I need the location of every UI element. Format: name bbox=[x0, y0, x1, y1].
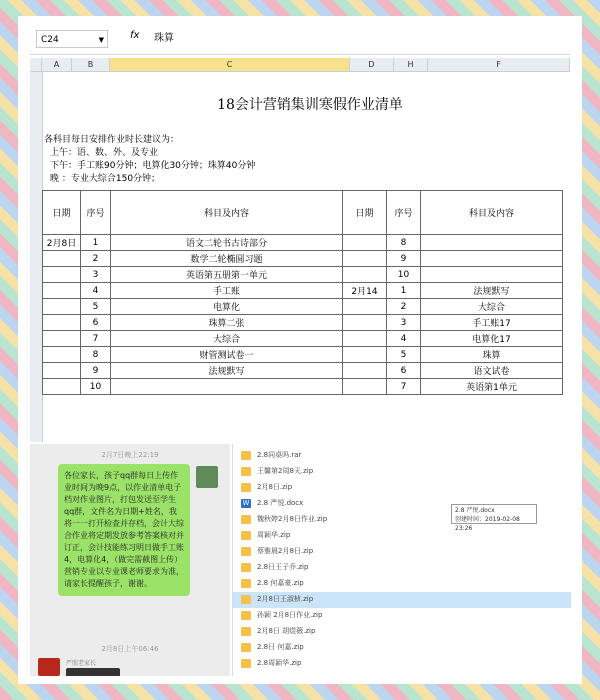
collage-panel bbox=[20, 18, 580, 682]
table-cell[interactable]: 珠算 bbox=[421, 347, 563, 363]
sender-name: 严照老家长 bbox=[66, 660, 97, 667]
table-cell[interactable] bbox=[43, 299, 81, 315]
table-cell[interactable]: 英语第1单元 bbox=[421, 379, 563, 395]
file-name: 王馨第2周8天.zip bbox=[257, 467, 314, 475]
table-cell[interactable]: 珠算二张 bbox=[111, 315, 343, 331]
file-name: 2.8日王子乔.zip bbox=[257, 563, 309, 571]
file-item[interactable] bbox=[233, 640, 571, 656]
note-line: 各科目每日安排作业时长建议为： bbox=[44, 135, 180, 145]
file-name: 2.8 严悦.docx bbox=[257, 499, 304, 507]
table-header-row bbox=[43, 191, 563, 235]
table-cell[interactable] bbox=[343, 267, 387, 283]
note-line: 上午：语、数、外、及专业 bbox=[50, 148, 159, 158]
table-cell[interactable] bbox=[43, 347, 81, 363]
table-cell[interactable] bbox=[343, 235, 387, 251]
table-cell[interactable] bbox=[343, 251, 387, 267]
spreadsheet-window bbox=[30, 24, 570, 442]
table-cell[interactable] bbox=[43, 267, 81, 283]
image-thumbnail[interactable] bbox=[66, 668, 120, 676]
archive-folder-icon bbox=[241, 579, 251, 588]
select-all-corner[interactable] bbox=[30, 58, 42, 72]
header-cell[interactable]: 科目及内容 bbox=[421, 191, 563, 235]
table-cell[interactable]: 1 bbox=[81, 235, 111, 251]
archive-folder-icon bbox=[241, 627, 251, 636]
table-cell[interactable]: 语文试卷 bbox=[421, 363, 563, 379]
formula-bar bbox=[30, 24, 570, 55]
table-row bbox=[43, 299, 563, 315]
tooltip-filename: 2.8 严悦.docx bbox=[455, 507, 495, 514]
archive-folder-icon bbox=[241, 611, 251, 620]
table-cell[interactable]: 电算化 bbox=[111, 299, 343, 315]
file-item[interactable] bbox=[233, 464, 571, 480]
table-cell[interactable]: 3 bbox=[387, 315, 421, 331]
file-item[interactable] bbox=[233, 480, 571, 496]
table-cell[interactable]: 6 bbox=[387, 363, 421, 379]
file-name: 2月8日 胡煜薇.zip bbox=[257, 627, 316, 635]
table-cell[interactable] bbox=[43, 315, 81, 331]
column-header-b[interactable]: B bbox=[72, 58, 110, 72]
table-cell[interactable]: 电算化17 bbox=[421, 331, 563, 347]
homework-table bbox=[42, 190, 563, 395]
table-cell[interactable]: 法规默写 bbox=[111, 363, 343, 379]
header-cell[interactable]: 日期 bbox=[343, 191, 387, 235]
table-cell[interactable] bbox=[343, 363, 387, 379]
file-list-window bbox=[232, 444, 571, 676]
note-line: 下午：手工账90分钟；电算化30分钟；珠算40分钟 bbox=[50, 161, 256, 171]
file-name: 2.8日 何嘉.zip bbox=[257, 643, 304, 651]
column-header-c[interactable]: C bbox=[110, 58, 350, 72]
table-cell[interactable]: 7 bbox=[81, 331, 111, 347]
file-name: 2.8周颖华.zip bbox=[257, 659, 302, 667]
avatar[interactable] bbox=[38, 658, 60, 676]
function-icon[interactable]: fx bbox=[130, 30, 140, 41]
table-cell[interactable] bbox=[421, 235, 563, 251]
table-cell[interactable]: 手工账 bbox=[111, 283, 343, 299]
table-cell[interactable]: 财管测试卷一 bbox=[111, 347, 343, 363]
tooltip-created: 创建时间：2019-02-08 23:26 bbox=[455, 516, 520, 532]
archive-folder-icon bbox=[241, 595, 251, 604]
table-cell[interactable] bbox=[343, 331, 387, 347]
file-item[interactable] bbox=[233, 608, 571, 624]
table-cell[interactable]: 9 bbox=[387, 251, 421, 267]
table-cell[interactable]: 4 bbox=[387, 331, 421, 347]
table-cell[interactable]: 2 bbox=[387, 299, 421, 315]
archive-folder-icon bbox=[241, 547, 251, 556]
table-cell[interactable] bbox=[43, 251, 81, 267]
file-item[interactable] bbox=[233, 544, 571, 560]
file-name: 魏秋婷2月8日作业.zip bbox=[257, 515, 328, 523]
avatar[interactable] bbox=[196, 466, 218, 488]
table-cell[interactable]: 4 bbox=[81, 283, 111, 299]
table-cell[interactable]: 法规默写 bbox=[421, 283, 563, 299]
archive-folder-icon bbox=[241, 483, 251, 492]
table-cell[interactable] bbox=[343, 347, 387, 363]
table-cell[interactable]: 手工账17 bbox=[421, 315, 563, 331]
table-cell[interactable]: 9 bbox=[81, 363, 111, 379]
chat-timestamp: 2月8日上午06:46 bbox=[101, 645, 159, 653]
table-cell[interactable] bbox=[421, 267, 563, 283]
table-cell[interactable] bbox=[43, 283, 81, 299]
table-cell[interactable]: 5 bbox=[387, 347, 421, 363]
archive-folder-icon bbox=[241, 467, 251, 476]
file-name: 蔡雅晨2月8日.zip bbox=[257, 547, 314, 555]
file-name: 周颖华.zip bbox=[257, 531, 291, 539]
table-cell[interactable] bbox=[343, 315, 387, 331]
file-tooltip bbox=[451, 504, 537, 532]
file-item[interactable] bbox=[233, 560, 571, 576]
table-row bbox=[43, 251, 563, 267]
name-box-value: C24 bbox=[41, 35, 59, 45]
table-cell[interactable]: 大综合 bbox=[111, 331, 343, 347]
header-cell[interactable]: 科目及内容 bbox=[111, 191, 343, 235]
table-cell[interactable]: 10 bbox=[387, 267, 421, 283]
file-item[interactable] bbox=[233, 656, 571, 672]
archive-folder-icon bbox=[241, 659, 251, 668]
table-cell[interactable]: 6 bbox=[81, 315, 111, 331]
table-cell[interactable]: 2 bbox=[81, 251, 111, 267]
table-row bbox=[43, 363, 563, 379]
file-name: 2.8 何嘉豪.zip bbox=[257, 579, 304, 587]
chat-message-bubble[interactable]: 各位家长，孩子qq群每日上传作业时间为晚9点，以作业清单电子档对作业图片，打包发送至学生qq群，文件名为日期+姓名，我将一一打开检查并存档，会计大综合作业将定期发放参考答案核对并订正，会计技能练习明日做手工账4，电算化4，（做完需截图上传）营销专业以专业课老师要求为准，请家长提醒孩子，谢谢。 bbox=[58, 464, 190, 596]
file-name: 2.8同桌吗.rar bbox=[257, 451, 302, 459]
header-cell[interactable]: 序号 bbox=[81, 191, 111, 235]
table-row bbox=[43, 379, 563, 395]
table-cell[interactable]: 7 bbox=[387, 379, 421, 395]
table-cell[interactable]: 3 bbox=[81, 267, 111, 283]
table-cell[interactable] bbox=[43, 331, 81, 347]
table-cell[interactable] bbox=[421, 251, 563, 267]
archive-folder-icon bbox=[241, 515, 251, 524]
file-name: 2月8日王淑桢.zip bbox=[257, 595, 314, 603]
table-cell[interactable]: 语文二轮书古诗部分 bbox=[111, 235, 343, 251]
column-header-f[interactable]: F bbox=[428, 58, 570, 72]
name-box[interactable] bbox=[36, 30, 108, 48]
table-cell[interactable] bbox=[343, 379, 387, 395]
word-document-icon: W bbox=[242, 499, 250, 507]
table-cell[interactable]: 2月14 bbox=[343, 283, 387, 299]
column-header-d[interactable]: D bbox=[350, 58, 394, 72]
header-cell[interactable]: 日期 bbox=[43, 191, 81, 235]
table-cell[interactable]: 5 bbox=[81, 299, 111, 315]
archive-folder-icon bbox=[241, 643, 251, 652]
file-item[interactable] bbox=[233, 592, 571, 608]
table-cell[interactable]: 8 bbox=[387, 235, 421, 251]
table-row bbox=[43, 283, 563, 299]
table-cell[interactable] bbox=[111, 379, 343, 395]
table-row bbox=[43, 267, 563, 283]
table-cell[interactable] bbox=[43, 379, 81, 395]
chevron-down-icon[interactable]: ▼ bbox=[98, 36, 104, 44]
column-header-h[interactable]: H bbox=[394, 58, 428, 72]
chat-window bbox=[30, 444, 230, 676]
file-name: 2月8日.zip bbox=[257, 483, 293, 491]
column-header-a[interactable]: A bbox=[42, 58, 72, 72]
note-line: 晚 ：专业大综合150分钟； bbox=[50, 174, 161, 184]
chat-timestamp: 2月7日晚上22:19 bbox=[101, 451, 159, 459]
table-cell[interactable]: 英语第五册第一单元 bbox=[111, 267, 343, 283]
file-item[interactable] bbox=[233, 576, 571, 592]
archive-folder-icon bbox=[241, 563, 251, 572]
archive-folder-icon bbox=[241, 451, 251, 460]
sheet-title: 18会计营销集训寒假作业清单 bbox=[217, 97, 403, 113]
table-row bbox=[43, 235, 563, 251]
table-cell[interactable]: 数学二轮椭圆习题 bbox=[111, 251, 343, 267]
file-item[interactable] bbox=[233, 624, 571, 640]
table-row bbox=[43, 331, 563, 347]
header-cell[interactable]: 序号 bbox=[387, 191, 421, 235]
file-name: 孙颖 2月8日作业.zip bbox=[257, 611, 323, 619]
table-cell[interactable]: 10 bbox=[81, 379, 111, 395]
table-cell[interactable]: 8 bbox=[81, 347, 111, 363]
formula-input[interactable]: 珠算 bbox=[154, 33, 174, 44]
file-item[interactable] bbox=[233, 448, 571, 464]
table-cell[interactable]: 1 bbox=[387, 283, 421, 299]
table-cell[interactable] bbox=[343, 299, 387, 315]
table-row bbox=[43, 347, 563, 363]
archive-folder-icon bbox=[241, 531, 251, 540]
table-cell[interactable]: 大综合 bbox=[421, 299, 563, 315]
table-cell[interactable] bbox=[43, 363, 81, 379]
table-row bbox=[43, 315, 563, 331]
table-cell[interactable]: 2月8日 bbox=[43, 235, 81, 251]
